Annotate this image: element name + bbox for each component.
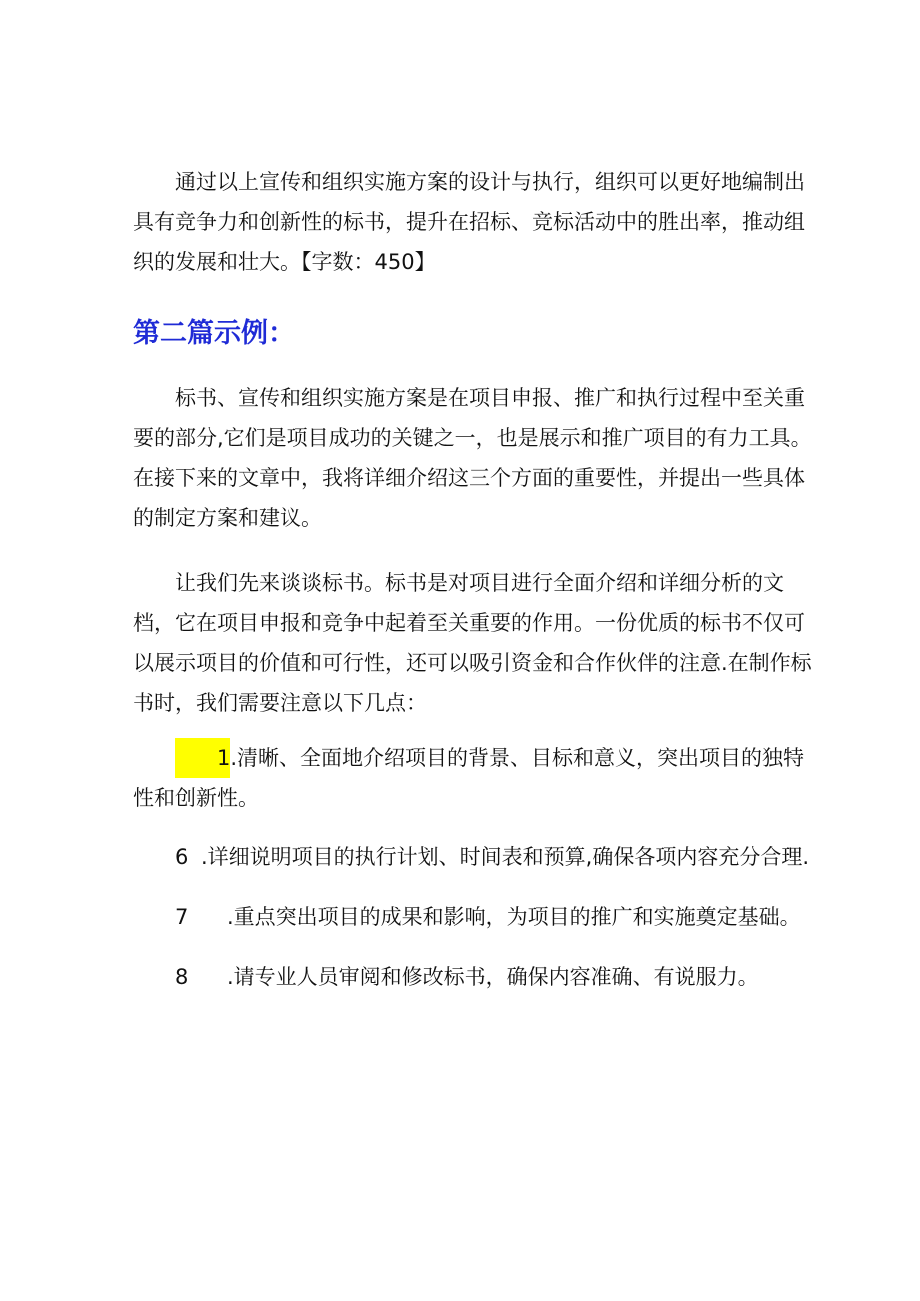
closing-paragraph: 通过以上宣传和组织实施方案的设计与执行，组织可以更好地编制出具有竞争力和创新性的标书，提升在招标、竞标活动中的胜出率，推动组织的发展和壮大。【字数：450】 (133, 170, 805, 274)
list-text: .详细说明项目的执行计划、时间表和预算,确保各项内容充分合理. (201, 845, 810, 869)
list-item (133, 897, 813, 937)
list-number: 1 (175, 738, 230, 778)
list-text: .清晰、全面地介绍项目的背景、目标和意义，突出项目的独特性和创新性。 (133, 746, 805, 810)
list-item (133, 957, 813, 997)
list-number: 8 (175, 965, 189, 989)
list-text: .请专业人员审阅和修改标书，确保内容准确、有说服力。 (227, 965, 759, 989)
list-number: 6 (175, 845, 189, 869)
list-number: 7 (175, 905, 189, 929)
list-text: .重点突出项目的成果和影响，为项目的推广和实施奠定基础。 (227, 905, 801, 929)
intro-paragraph: 标书、宣传和组织实施方案是在项目申报、推广和执行过程中至关重要的部分,它们是项目成功的关键之一，也是展示和推广项目的有力工具。在接下来的文章中，我将详细介绍这三个方面的重要性，并提出一些具体的制定方案和建议。 (133, 386, 812, 530)
section-heading: 第二篇示例： (133, 318, 295, 349)
list-item (133, 837, 813, 877)
bid-paragraph: 让我们先来谈谈标书。标书是对项目进行全面介绍和详细分析的文档，它在项目申报和竞争中起着至关重要的作用。一份优质的标书不仅可以展示项目的价值和可行性，还可以吸引资金和合作伙伴的注意.在制作标书时，我们需要注意以下几点： (133, 571, 812, 715)
list-item (133, 738, 813, 818)
